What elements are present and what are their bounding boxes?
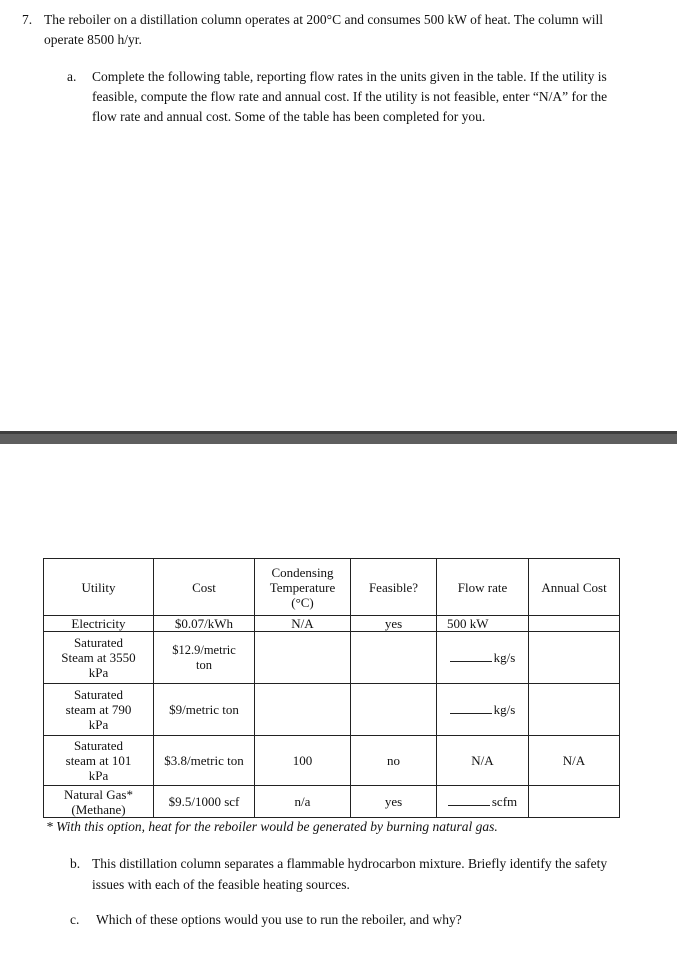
flow-rate-blank[interactable] xyxy=(448,794,490,806)
problem-statement: The reboiler on a distillation column operates at 200°C and consumes 500 kW of heat. The column will operate 8500 h/yr. xyxy=(44,12,604,47)
cell-annual-cost xyxy=(529,616,620,632)
cell-utility-line-1: Natural Gas* xyxy=(64,786,133,802)
cell-utility-line-3: kPa xyxy=(88,717,109,732)
flow-rate-blank[interactable] xyxy=(450,702,492,714)
utility-table xyxy=(43,558,620,818)
cell-utility xyxy=(44,736,154,786)
cell-cond-temp[interactable] xyxy=(255,632,351,684)
part-c-label: c. xyxy=(70,912,80,927)
part-c-text: Which of these options would you use to run the reboiler, and why? xyxy=(96,912,462,927)
part-a-text: Complete the following table, reporting flow rates in the units given in the table. If the utility is feasible, compute the flow rate and annual cost. If the utility is not feasible, enter “N/A” for the flow rate and annual cost. Some of the table has been completed for you. xyxy=(92,69,608,124)
flow-rate-unit: scfm xyxy=(491,794,518,809)
cell-utility-line-1: Saturated xyxy=(73,738,124,753)
flow-rate-unit: kg/s xyxy=(493,702,516,717)
table-row xyxy=(44,616,620,632)
cell-cond-temp: n/a xyxy=(255,786,351,818)
header-cond-line-1: Condensing xyxy=(271,564,334,580)
table-row xyxy=(44,786,620,818)
cell-cost: $0.07/kWh xyxy=(154,616,255,632)
cell-cond-temp[interactable] xyxy=(255,684,351,736)
cell-feasible: yes xyxy=(351,616,437,632)
cell-utility: Electricity xyxy=(44,616,154,632)
cell-cost: $9/metric ton xyxy=(154,684,255,736)
cell-cost: $9.5/1000 scf xyxy=(154,786,255,818)
header-flow-rate: Flow rate xyxy=(437,559,529,616)
cell-flow-rate: 500 kW xyxy=(437,616,529,632)
cell-utility-line-2: (Methane) xyxy=(71,801,126,817)
cell-cond-temp: 100 xyxy=(255,736,351,786)
header-utility: Utility xyxy=(44,559,154,616)
cell-feasible[interactable] xyxy=(351,684,437,736)
cell-utility-line-3: kPa xyxy=(88,768,109,783)
cell-flow-rate: N/A xyxy=(437,736,529,786)
cell-flow-rate[interactable] xyxy=(437,684,529,736)
table-row xyxy=(44,736,620,786)
cell-utility-line-3: kPa xyxy=(88,665,109,680)
cell-annual-cost[interactable] xyxy=(529,684,620,736)
table-row xyxy=(44,632,620,684)
cell-annual-cost[interactable] xyxy=(529,786,620,818)
cell-feasible[interactable] xyxy=(351,632,437,684)
cell-flow-rate[interactable] xyxy=(437,786,529,818)
cell-annual-cost[interactable] xyxy=(529,632,620,684)
part-b-label: b. xyxy=(70,856,81,871)
table-row xyxy=(44,684,620,736)
page-divider-edge xyxy=(0,431,677,434)
flow-rate-blank[interactable] xyxy=(450,650,492,662)
flow-rate-unit: kg/s xyxy=(493,650,516,665)
cell-utility-line-2: steam at 101 xyxy=(65,753,132,768)
cell-feasible: yes xyxy=(351,786,437,818)
cell-utility-line-1: Saturated xyxy=(73,687,124,702)
cell-utility-line-1: Saturated xyxy=(73,635,124,650)
cell-flow-rate[interactable] xyxy=(437,632,529,684)
cell-utility-line-2: Steam at 3550 xyxy=(61,650,136,665)
header-condensing-temperature xyxy=(255,559,351,616)
header-feasible: Feasible? xyxy=(351,559,437,616)
cell-utility xyxy=(44,684,154,736)
cell-feasible: no xyxy=(351,736,437,786)
header-cond-line-2: Temperature xyxy=(269,579,336,595)
cell-cost: $3.8/metric ton xyxy=(154,736,255,786)
cell-cost xyxy=(154,632,255,684)
cell-utility xyxy=(44,632,154,684)
table-header-row xyxy=(44,559,620,616)
cell-cost-line-2: ton xyxy=(196,657,212,672)
cell-annual-cost: N/A xyxy=(529,736,620,786)
table-footnote: * With this option, heat for the reboiler would be generated by burning natural gas. xyxy=(46,819,498,834)
cell-utility-line-2: steam at 790 xyxy=(65,702,132,717)
cell-cost-line-1: $12.9/metric xyxy=(172,642,236,657)
part-b-text: This distillation column separates a flammable hydrocarbon mixture. Briefly identify the safety issues with each of the feasible heating sources. xyxy=(92,856,608,892)
page-divider xyxy=(0,431,677,444)
part-a-label: a. xyxy=(67,69,77,84)
header-cond-line-3: (°C) xyxy=(291,594,314,610)
cell-utility xyxy=(44,786,154,818)
header-annual-cost: Annual Cost xyxy=(529,559,620,616)
header-cost: Cost xyxy=(154,559,255,616)
cell-cond-temp: N/A xyxy=(255,616,351,632)
problem-number: 7. xyxy=(22,12,33,27)
